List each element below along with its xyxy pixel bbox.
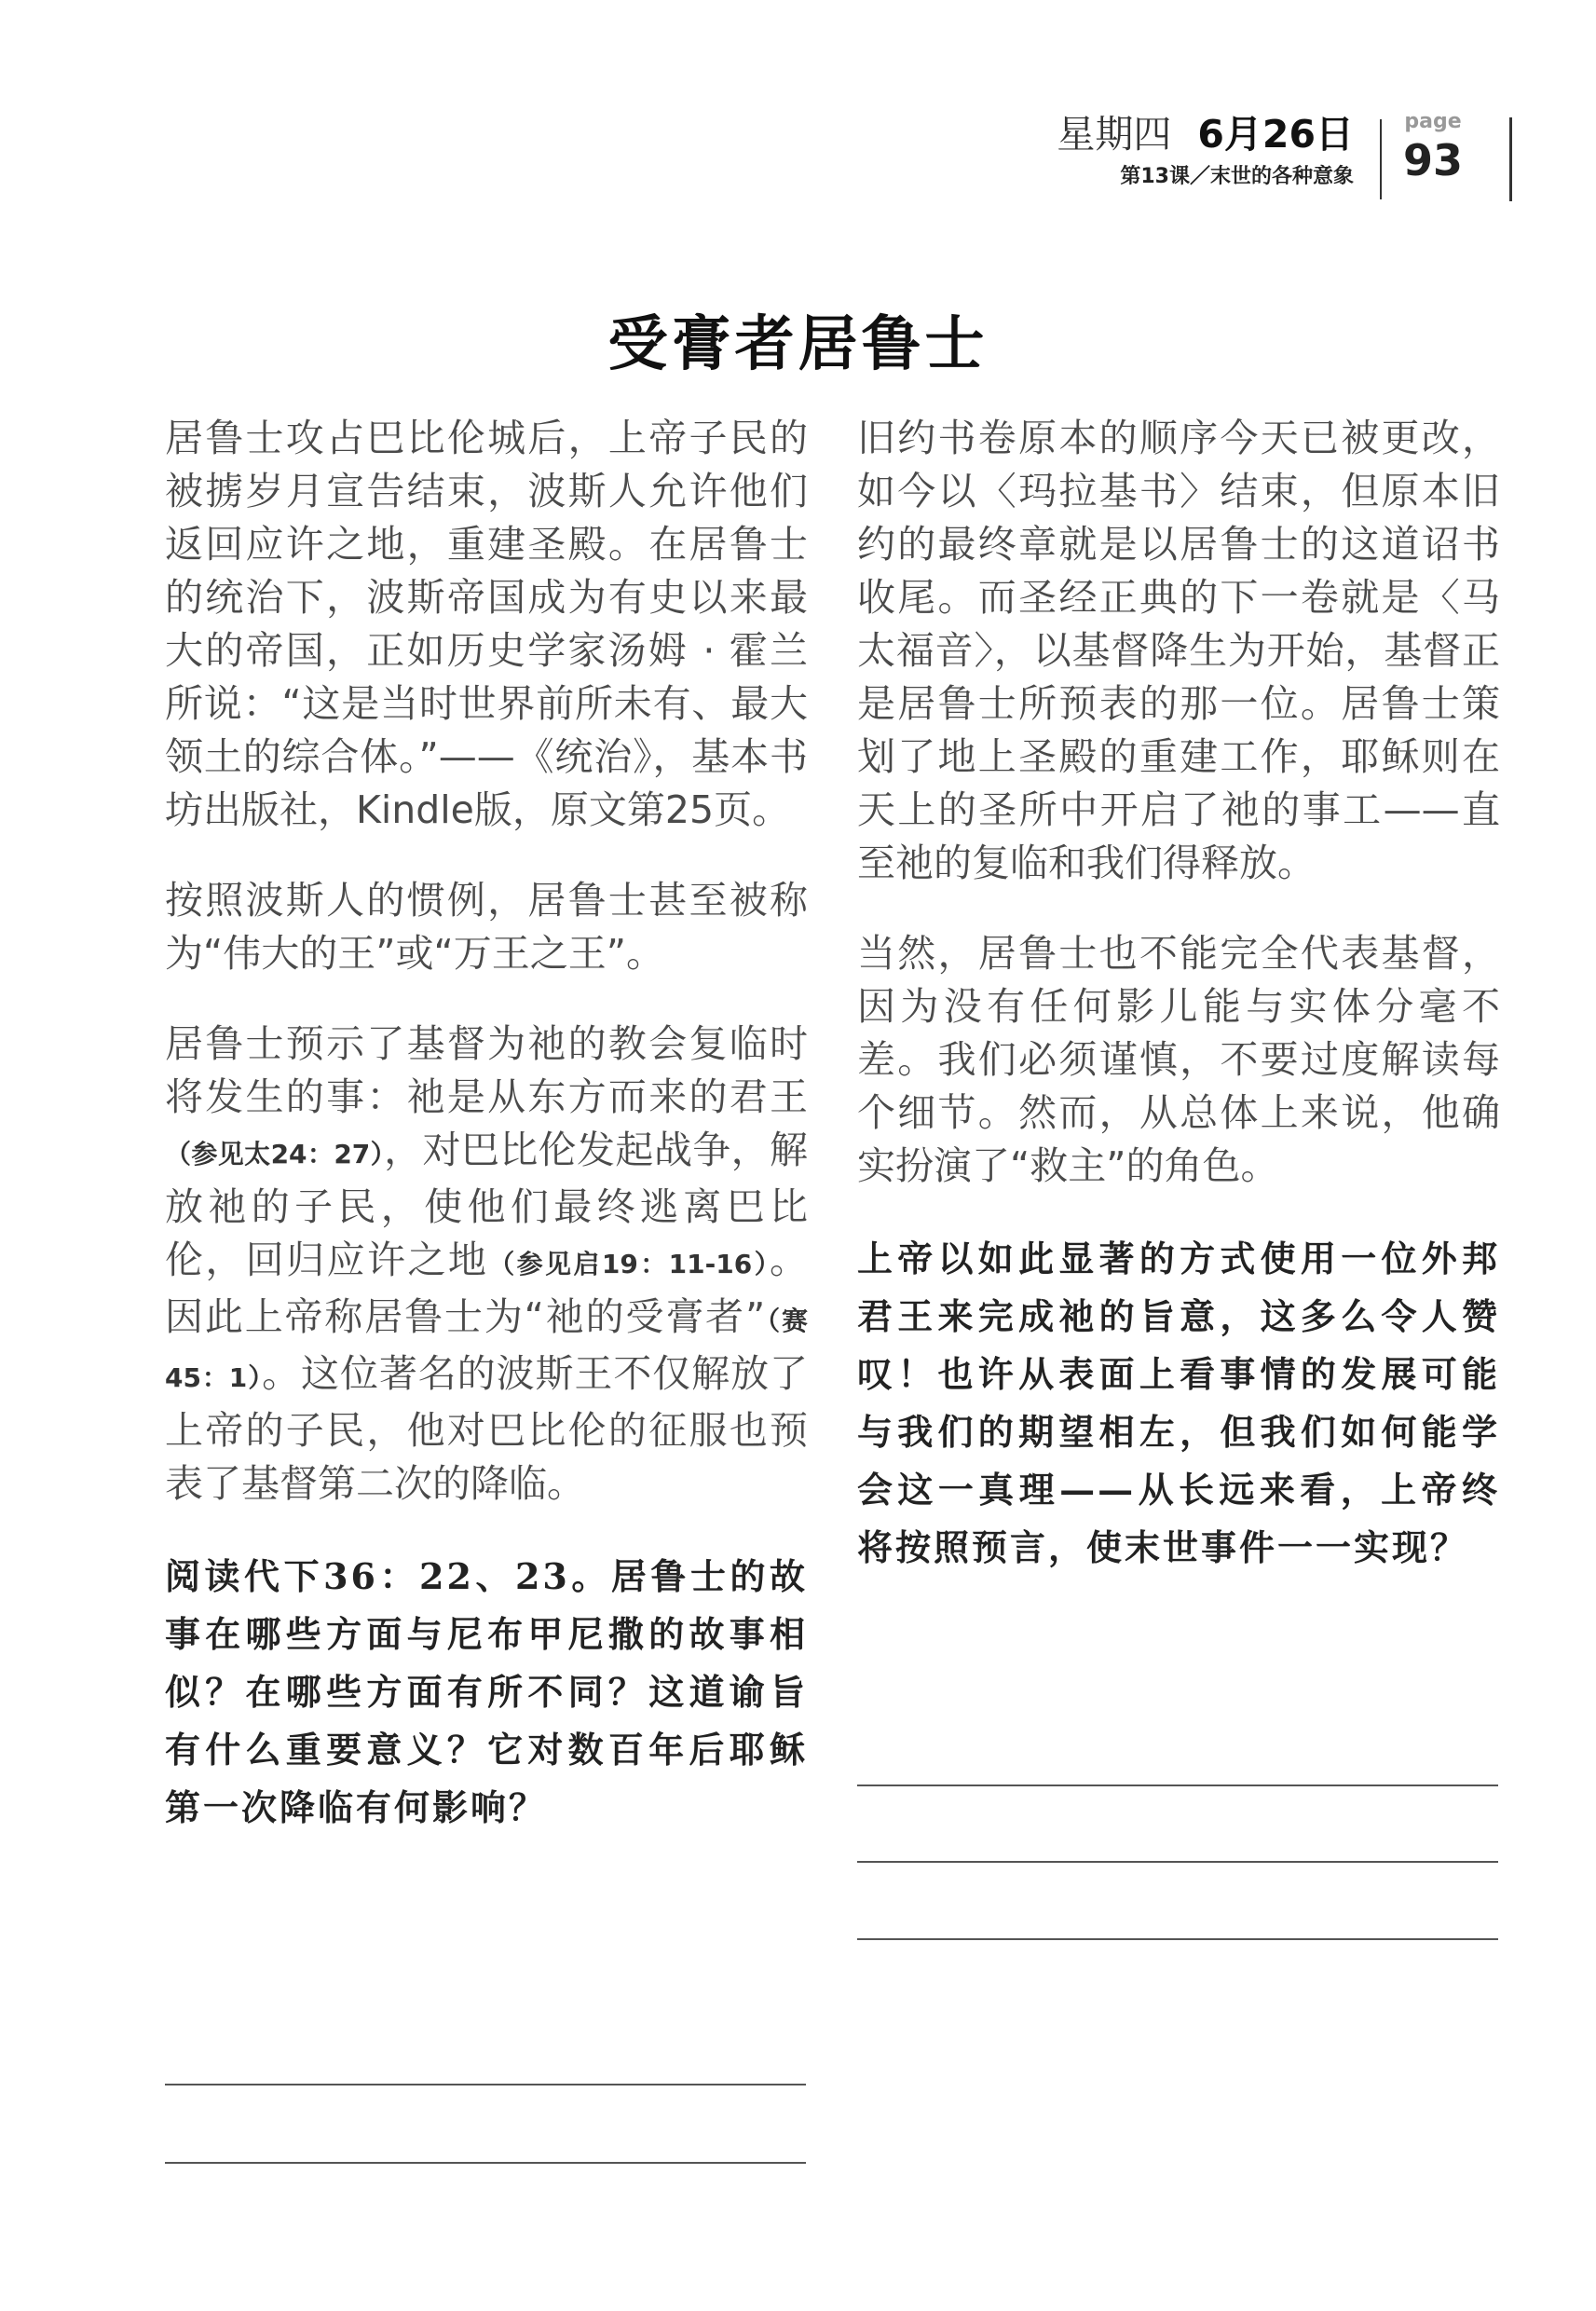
right-column xyxy=(857,412,1500,1614)
left-question: 阅读代下36：22、23。居鲁士的故事在哪些方面与尼布甲尼撒的故事相似？在哪些方面有所不同？这道谕旨有什么重要意义？它对数百年后耶稣第一次降临有何影响？ xyxy=(165,1555,808,1828)
page-label: page xyxy=(1404,110,1462,133)
scripture-reference-2: （参见启19：11-16） xyxy=(488,1249,770,1279)
left-paragraph-3-part-c: 。因此上帝称居鲁士为“祂的受膏者” xyxy=(165,1238,808,1339)
scripture-reference-3: （赛45：1） xyxy=(165,1306,808,1393)
page-title: 受膏者居鲁士 xyxy=(607,309,989,379)
answer-line-left-1[interactable] xyxy=(165,2084,806,2085)
answer-line-right-1[interactable] xyxy=(857,1785,1498,1786)
left-paragraph-3-part-b: ，对巴比伦发起战争，解放祂的子民，使他们最终逃离巴比伦，回归应许之地 xyxy=(165,1128,809,1282)
header-date-block xyxy=(1057,110,1354,189)
answer-line-left-2[interactable] xyxy=(165,2162,806,2164)
left-paragraph-3-part-d: 。这位著名的波斯王不仅解放了上帝的子民，他对巴比伦的征服也预表了基督第二次的降临。 xyxy=(165,1351,808,1506)
right-question: 上帝以如此显著的方式使用一位外邦君王来完成祂的旨意，这多么令人赞叹！也许从表面上看事情的发展可能与我们的期望相左，但我们如何能学会这一真理——从长远来看，上帝终将按照预言，使末世事件一一实现？ xyxy=(857,1238,1500,1568)
header-date-line xyxy=(1057,110,1354,158)
page-header xyxy=(767,110,1512,203)
left-paragraph-1: 居鲁士攻占巴比伦城后，上帝子民的被掳岁月宣告结束，波斯人允许他们返回应许之地，重建圣殿。在居鲁士的统治下，波斯帝国成为有史以来最大的帝国，正如历史学家汤姆 · 霍兰所说：“这是当时世界前所未有、最大领土的综合体。”——《统治》，基本书坊出版社，Kindle版，原文第25页。 xyxy=(165,416,808,832)
left-paragraph-3-part-a: 居鲁士预示了基督为祂的教会复临时将发生的事：祂是从东方而来的君王 xyxy=(165,1021,808,1119)
right-paragraph-2: 当然，居鲁士也不能完全代表基督，因为没有任何影儿能与实体分毫不差。我们必须谨慎，不要过度解读每个细节。然而，从总体上来说，他确实扮演了“救主”的角色。 xyxy=(857,931,1500,1188)
header-right-rule xyxy=(1509,117,1512,201)
header-separator xyxy=(1380,119,1382,199)
answer-line-right-2[interactable] xyxy=(857,1861,1498,1863)
header-page-block xyxy=(1396,110,1470,186)
left-paragraph-3 xyxy=(165,1018,808,1511)
scripture-reference-1: （参见太24：27） xyxy=(165,1139,385,1169)
right-paragraph-1: 旧约书卷原本的顺序今天已被更改，如今以〈玛拉基书〉结束，但原本旧约的最终章就是以居鲁士的这道诏书收尾。而圣经正典的下一卷就是〈马太福音〉，以基督降生为开始，基督正是居鲁士所预表的那一位。居鲁士策划了地上圣殿的重建工作，耶稣则在天上的圣所中开启了祂的事工——直至祂的复临和我们得释放。 xyxy=(857,416,1500,885)
header-date: 6月26日 xyxy=(1197,112,1354,157)
left-column xyxy=(165,412,808,1874)
answer-line-right-3[interactable] xyxy=(857,1938,1498,1940)
header-lesson: 第13课／末世的各种意象 xyxy=(1120,165,1354,188)
left-paragraph-2: 按照波斯人的惯例，居鲁士甚至被称为“伟大的王”或“万王之王”。 xyxy=(165,878,808,976)
page-number: 93 xyxy=(1402,135,1463,185)
header-weekday: 星期四 xyxy=(1057,112,1172,157)
